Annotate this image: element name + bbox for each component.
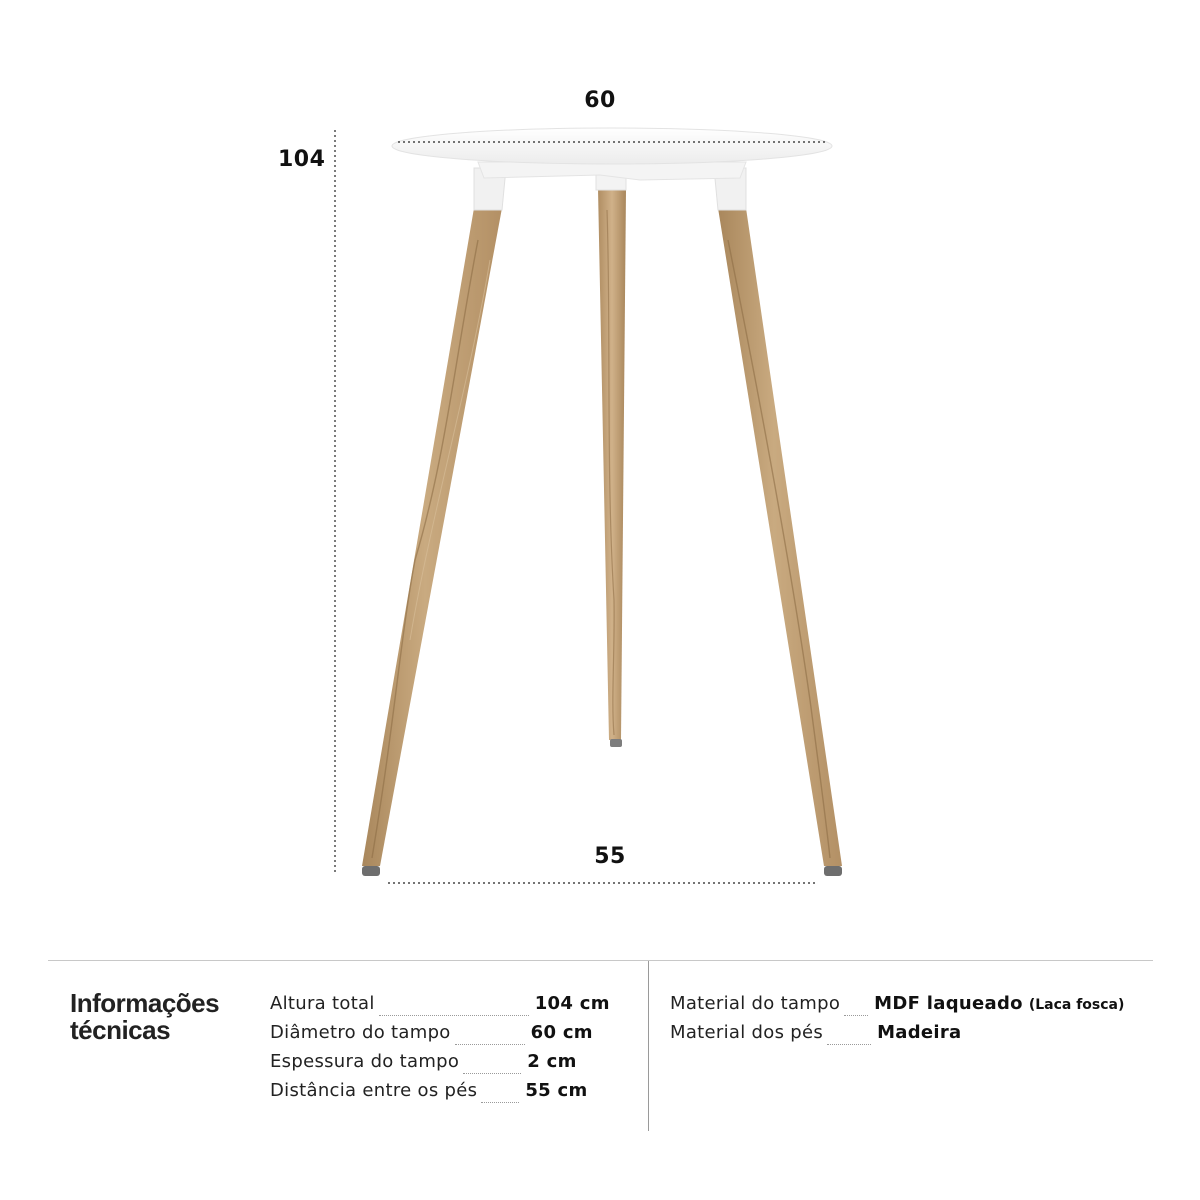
spec-value: Madeira (877, 1022, 962, 1043)
spec-row (670, 1022, 1150, 1051)
spec-label: Altura total (270, 993, 375, 1014)
top-width-label: 60 (584, 88, 616, 113)
right-leg (718, 208, 842, 876)
specs-heading (70, 990, 260, 1044)
specs-heading-line1: Informações (70, 988, 220, 1018)
height-label: 104 (278, 147, 326, 172)
specs-left-column (270, 993, 630, 1109)
spec-value: MDF laqueado (874, 993, 1023, 1014)
dot-leader (379, 1014, 529, 1016)
spec-row (270, 1080, 630, 1109)
spec-value: 60 cm (530, 1022, 593, 1043)
spec-label: Distância entre os pés (270, 1080, 478, 1101)
column-divider (648, 961, 649, 1131)
spec-row (270, 993, 630, 1022)
dot-leader (827, 1043, 871, 1045)
spec-value: 2 cm (527, 1051, 577, 1072)
spec-row (670, 993, 1150, 1022)
specs-heading-line2: técnicas (70, 1015, 171, 1045)
dot-leader (455, 1043, 525, 1045)
specs-right-column (670, 993, 1150, 1051)
spec-row (270, 1051, 630, 1080)
back-leg (598, 188, 626, 747)
spec-row (270, 1022, 630, 1051)
left-leg (362, 208, 502, 876)
dot-leader (844, 1014, 868, 1016)
spec-label: Material do tampo (670, 993, 841, 1014)
table-top (392, 128, 832, 164)
dot-leader (463, 1072, 521, 1074)
spec-label: Material dos pés (670, 1022, 824, 1043)
spec-value: 55 cm (525, 1080, 588, 1101)
spec-label: Diâmetro do tampo (270, 1022, 451, 1043)
section-divider (48, 960, 1153, 961)
base-width-label: 55 (594, 844, 626, 869)
dot-leader (481, 1101, 519, 1103)
spec-note: (Laca fosca) (1028, 997, 1125, 1013)
spec-value: 104 cm (534, 993, 610, 1014)
spec-label: Espessura do tampo (270, 1051, 460, 1072)
